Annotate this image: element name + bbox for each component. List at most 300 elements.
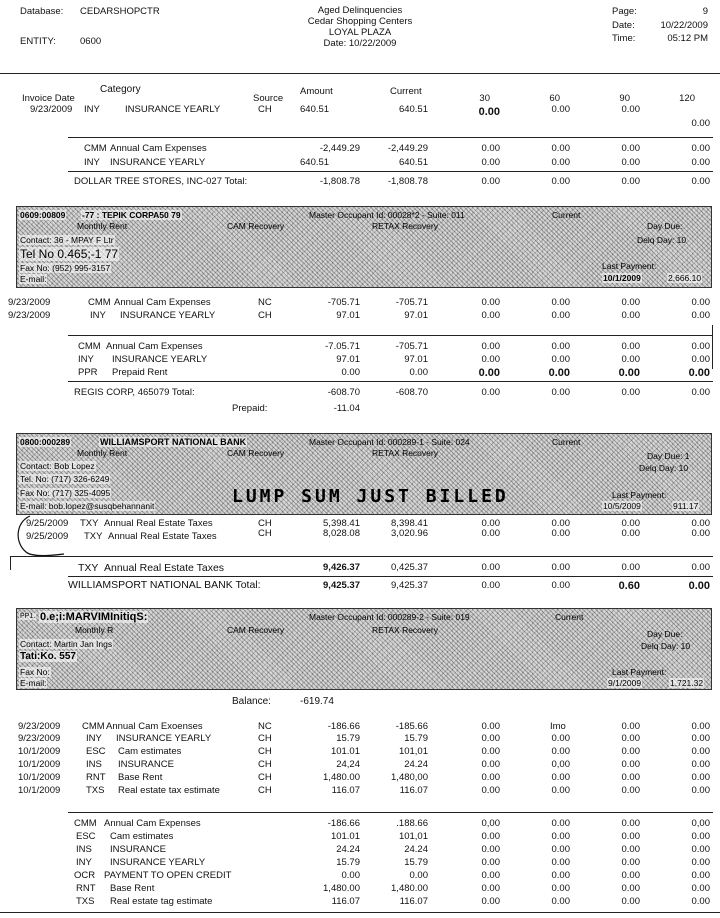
box1-current: Current: [552, 210, 581, 220]
prepaid-label: Prepaid:: [232, 403, 268, 414]
sec4-r1-current: -185.66: [395, 721, 428, 732]
sec2-s2-30: 0.00: [481, 354, 500, 365]
sec3-r1-current: 8,398.41: [391, 518, 428, 529]
col-60: 60: [549, 93, 560, 104]
sec1-total-rule: [68, 171, 713, 172]
sec1-s2-120: 0.00: [691, 157, 710, 168]
time-value: 05:12 PM: [667, 33, 708, 44]
sec1-total-amount: -1,808.78: [319, 176, 360, 187]
balance-value: -619.74: [300, 696, 334, 707]
sec2-s1-120: 0.00: [691, 341, 710, 352]
box3-fax: Fax No:: [20, 667, 50, 677]
sec2-s1-30: 0.00: [481, 341, 500, 352]
sec1-s2-code: INY: [84, 157, 100, 168]
sec4-s6-120: 0.00: [691, 883, 710, 894]
sec4-r3-code: ESC: [86, 746, 106, 757]
sec1-s2-60: 0.00: [551, 157, 570, 168]
sec4-s4-current: 15.79: [404, 857, 428, 868]
box3-delq: Delq Day: 10: [641, 641, 691, 651]
sec4-r3-src: CH: [258, 746, 272, 757]
sec3-r2-desc: Annual Real Estate Taxes: [108, 531, 217, 542]
sec4-s2-amount: 101.01: [330, 831, 360, 842]
sec4-s1-current: .188.66: [396, 818, 428, 829]
sec4-r2-60: 0.00: [551, 733, 570, 744]
sec2-s1-current: -705.71: [395, 341, 428, 352]
sec4-r6-amount: 116.07: [331, 785, 360, 796]
sec4-s6-60: 0.00: [551, 883, 570, 894]
box2-delq: Delq Day: 10: [639, 463, 689, 473]
sec3-total-60: 0.00: [551, 580, 570, 591]
sec2-s2-current: 97.01: [404, 354, 428, 365]
col-category: Category: [100, 84, 141, 95]
sec1-s1-desc: Annual Cam Expenses: [110, 143, 207, 154]
col-90: 90: [619, 93, 630, 104]
box1-day-due: Day Due:: [647, 221, 683, 231]
sec3-total-30: 0.00: [481, 580, 500, 591]
sec4-r5-code: RNT: [86, 772, 106, 783]
header-rule: [0, 73, 720, 74]
sec2-s2-code: INY: [78, 354, 94, 365]
sec4-r5-amount: 1,480.00: [323, 772, 360, 783]
sec4-r2-src: CH: [258, 733, 272, 744]
sec2-s3-90: 0.00: [618, 367, 640, 379]
sec3-s1-amount: 9,426.37: [323, 562, 360, 573]
sec4-r6-current: 116.07: [399, 785, 428, 796]
sec1-total-label: DOLLAR TREE STORES, INC-027 Total:: [74, 176, 248, 187]
sec4-r3-date: 10/1/2009: [18, 746, 61, 757]
sec2-total-60: 0.00: [551, 387, 570, 398]
sec2-r1-current: -705.71: [395, 297, 428, 308]
sec1-r1-120: 0.00: [691, 118, 710, 129]
sec4-s4-amount: 15.79: [336, 857, 360, 868]
sec4-s2-current: 101,01: [398, 831, 428, 842]
box3-retax: RETAX Recovery: [372, 625, 438, 635]
sec4-s3-current: 24.24: [404, 844, 428, 855]
sec1-s1-90: 0.00: [621, 143, 640, 154]
sec4-r1-60: Imo: [550, 721, 566, 732]
box1-last-payment: Last Payment:: [602, 261, 657, 271]
sec2-total-90: 0.00: [621, 387, 640, 398]
sec4-s4-desc: INSURANCE YEARLY: [110, 857, 206, 868]
sec2-total-current: -608.70: [395, 387, 428, 398]
sec2-s2-60: 0.00: [551, 354, 570, 365]
box3-last-amt: 1,721.32: [670, 678, 704, 688]
sec4-r3-current: 101,01: [398, 746, 428, 757]
sec4-s4-60: 0.00: [551, 857, 570, 868]
sec4-s4-30: 0.00: [481, 857, 500, 868]
database-value: CEDARSHOPCTR: [80, 6, 160, 17]
sec4-s7-60: 0.00: [551, 896, 570, 907]
box3-cam: CAM Recovery: [227, 625, 285, 635]
sec3-r2-src: CH: [258, 528, 272, 539]
sec2-s2-amount: 97.01: [336, 354, 360, 365]
sec4-r6-code: TXS: [86, 785, 105, 796]
sec4-r4-60: 0,00: [551, 759, 570, 770]
sec1-r1-src: CH: [258, 104, 272, 115]
sec4-s2-60: 0.00: [551, 831, 570, 842]
sec3-r1-60: 0.00: [551, 518, 570, 529]
sec4-r5-60: 0.00: [551, 772, 570, 783]
sec3-r2-amount: 8,028.08: [323, 528, 360, 539]
sec2-r1-date: 9/23/2009: [8, 297, 51, 308]
box2-last-amt: 911.17: [673, 501, 699, 511]
sec4-r4-code: INS: [86, 759, 102, 770]
sec4-r2-120: 0.00: [691, 733, 710, 744]
sec2-r1-90: 0.00: [621, 297, 640, 308]
col-30: 30: [479, 93, 490, 104]
box3-email: E-mail:: [20, 678, 47, 688]
entity-value: 0600: [80, 36, 102, 47]
sec4-s2-30: 0.00: [481, 831, 500, 842]
sec4-s6-90: 0.00: [621, 883, 640, 894]
sec4-r6-src: CH: [258, 785, 272, 796]
box3-rent: Monthly R: [75, 625, 114, 635]
company-name: Cedar Shopping Centers: [307, 16, 413, 27]
sec2-s3-desc: Prepaid Rent: [112, 367, 168, 378]
sec2-s3-60: 0.00: [548, 367, 570, 379]
sec2-s3-120: 0.00: [688, 367, 710, 379]
sec4-s3-90: 0.00: [621, 844, 640, 855]
sec1-s2-current: 640.51: [398, 157, 428, 168]
sec4-s4-90: 0.00: [621, 857, 640, 868]
box1-name: -77 : TEPIK CORPA50 79: [82, 210, 181, 220]
sec3-s1-120: 0.00: [691, 562, 710, 573]
sec4-s6-30: 0.00: [481, 883, 500, 894]
sec4-r5-current: 1,480,00: [391, 772, 428, 783]
prepaid-value: -11.04: [333, 403, 360, 414]
sec4-r1-src: NC: [258, 721, 272, 732]
sec3-s1-90: 0.00: [621, 562, 640, 573]
sec3-r2-30: 0.00: [481, 528, 500, 539]
sec1-s2-90: 0.00: [621, 157, 640, 168]
box1-tel: Tel No 0.465;-1 77: [20, 247, 119, 261]
sec4-s1-120: 0,00: [691, 818, 710, 829]
balance-label: Balance:: [232, 696, 271, 707]
sec4-r1-amount: -186.66: [327, 721, 360, 732]
sec4-r4-amount: 24,24: [336, 759, 360, 770]
box2-fax: Fax No: (717) 325-4095: [20, 488, 111, 498]
box2-name: WILLIAMSPORT NATIONAL BANK: [100, 437, 247, 447]
sec4-s2-desc: Cam estimates: [110, 831, 174, 842]
box2-id: 0800:000289: [20, 437, 71, 447]
sec2-r2-120: 0.00: [691, 310, 710, 321]
sec1-r1-60: 0.00: [551, 104, 570, 115]
sec3-r1-90: 0.00: [621, 518, 640, 529]
col-invoice-date: Invoice Date: [22, 93, 75, 104]
sec2-subtotal-rule: [68, 335, 713, 336]
sec2-r1-desc: Annual Cam Expenses: [114, 297, 211, 308]
sec3-r1-amount: 5,398.41: [323, 518, 360, 529]
time-label: Time:: [612, 33, 636, 44]
sec4-s7-current: 116.07: [399, 896, 428, 907]
sec4-r2-amount: 15.79: [336, 733, 360, 744]
sec1-r1-date: 9/23/2009: [30, 104, 73, 115]
box3-tel: Tati:Ko. 557: [20, 651, 76, 662]
sec4-s2-120: 0.00: [691, 831, 710, 842]
sec4-s5-amount: 0.00: [341, 870, 360, 881]
sec4-s5-30: 0.00: [481, 870, 500, 881]
sec1-s2-30: 0.00: [481, 157, 500, 168]
sec4-s5-120: 0.00: [691, 870, 710, 881]
sec4-r1-120: 0.00: [691, 721, 710, 732]
sec1-r1-amount: 640.51: [300, 104, 330, 115]
sec2-r2-code: INY: [90, 310, 106, 321]
sec4-r5-30: 0.00: [481, 772, 500, 783]
sec3-r2-90: 0.00: [621, 528, 640, 539]
sec4-r2-current: 15.79: [404, 733, 428, 744]
database-label: Database:: [20, 6, 64, 17]
sec3-s1-current: 0,425.37: [391, 562, 428, 573]
tenant-info-box-regis: [16, 206, 712, 288]
box2-cam: CAM Recovery: [227, 448, 285, 458]
sec4-r2-30: 0.00: [481, 733, 500, 744]
sec2-total-rule: [68, 381, 713, 382]
sec2-s1-60: 0.00: [551, 341, 570, 352]
sec2-s3-current: 0.00: [409, 367, 428, 378]
sec4-s3-60: 0.00: [551, 844, 570, 855]
sec2-s1-code: CMM: [78, 341, 101, 352]
sec4-r6-30: 0.00: [481, 785, 500, 796]
sec3-s1-code: TXY: [78, 562, 99, 574]
sec4-s3-30: 0.00: [481, 844, 500, 855]
sec4-r6-90: 0.00: [621, 785, 640, 796]
sec1-subtotal-rule: [68, 137, 713, 138]
sec4-r4-desc: INSURANCE: [118, 759, 174, 770]
margin-mark: [712, 325, 713, 369]
sec1-r1-30: 0.00: [478, 106, 500, 118]
sec1-r1-90: 0.00: [621, 104, 640, 115]
box1-delq: Delq Day: 10: [637, 235, 687, 245]
sec3-r1-code: TXY: [80, 518, 99, 529]
sec4-s7-30: 0.00: [481, 896, 500, 907]
sec4-s5-code: OCR: [74, 870, 96, 881]
sec2-total-amount: -608.70: [327, 387, 360, 398]
sec4-r3-30: 0.00: [481, 746, 500, 757]
sec2-total-120: 0.00: [691, 387, 710, 398]
box1-last-date: 10/1/2009: [603, 273, 641, 283]
sec2-r2-30: 0.00: [481, 310, 500, 321]
sec3-r2-60: 0.00: [551, 528, 570, 539]
sec3-s1-30: 0.00: [481, 562, 500, 573]
sec4-s3-code: INS: [76, 844, 92, 855]
sec4-s3-120: 0.00: [691, 844, 710, 855]
sec3-r1-src: CH: [258, 518, 272, 529]
sec4-r1-date: 9/23/2009: [18, 721, 61, 732]
sec4-s3-desc: INSURANCE: [110, 844, 166, 855]
sec3-total-current: 9,425.37: [391, 580, 428, 591]
sec1-s1-60: 0.00: [551, 143, 570, 154]
box3-last-date: 9/1/2009: [608, 678, 642, 688]
sec4-r5-90: 0.00: [621, 772, 640, 783]
sec3-total-rule: [68, 576, 713, 577]
sec4-s5-current: 0.00: [409, 870, 428, 881]
bottom-rule: [0, 912, 720, 913]
sec4-r1-desc: Annual Cam Exoenses: [106, 721, 203, 732]
sec4-r1-30: 0.00: [481, 721, 500, 732]
sec4-r5-desc: Base Rent: [118, 772, 163, 783]
sec4-r2-90: 0.00: [621, 733, 640, 744]
sec2-r1-30: 0.00: [481, 297, 500, 308]
sec2-s1-90: 0.00: [621, 341, 640, 352]
sec4-s1-30: 0,00: [481, 818, 500, 829]
sec4-s7-code: TXS: [76, 896, 95, 907]
sec2-s3-30: 0.00: [478, 367, 500, 379]
sec4-r4-date: 10/1/2009: [18, 759, 61, 770]
sec4-r3-60: 0.00: [551, 746, 570, 757]
sec2-r2-src: CH: [258, 310, 272, 321]
sec3-s1-desc: Annual Real Estate Taxes: [104, 562, 225, 574]
sec2-s2-desc: INSURANCE YEARLY: [112, 354, 208, 365]
box1-last-amt: 2,666.10: [668, 273, 702, 283]
sec4-r3-amount: 101.01: [330, 746, 360, 757]
sec3-total-120: 0.00: [688, 580, 710, 592]
sec3-total-label: WILLIAMSPORT NATIONAL BANK Total:: [68, 579, 261, 591]
sec1-r1-code: INY: [84, 104, 100, 115]
sec4-s3-amount: 24.24: [336, 844, 360, 855]
sec1-total-60: 0.00: [551, 176, 570, 187]
sec4-r6-desc: Real estate tax estimate: [118, 785, 220, 796]
sec4-s2-90: 0.00: [621, 831, 640, 842]
entity-label: ENTITY:: [20, 36, 56, 47]
sec3-r2-date: 9/25/2009: [26, 531, 69, 542]
date-value: 10/22/2009: [660, 20, 708, 31]
sec4-s4-code: INY: [76, 857, 92, 868]
sec4-r1-90: 0.00: [621, 721, 640, 732]
sec4-s6-amount: 1,480.00: [323, 883, 360, 894]
sec3-r2-current: 3,020.96: [391, 528, 428, 539]
sec4-r4-30: 0.00: [481, 759, 500, 770]
sec3-subtotal-rule: [10, 556, 713, 557]
sec3-total-90: 0.60: [618, 580, 640, 592]
sec1-s1-current: -2,449.29: [387, 143, 428, 154]
sec2-r2-amount: 97.01: [336, 310, 360, 321]
box3-contact: Contact: Martin Jan Ings: [20, 639, 113, 649]
sec4-s7-desc: Real estate tag estimate: [110, 896, 213, 907]
sec4-r4-90: 0.00: [621, 759, 640, 770]
box1-master: Master Occupant Id: 00028*2 - Suite: 011: [309, 210, 465, 220]
box1-contact: Contact: 36 - MPAY F Ltr: [20, 235, 114, 245]
sec4-s6-code: RNT: [76, 883, 96, 894]
col-amount: Amount: [300, 86, 333, 97]
sec3-s1-60: 0.00: [551, 562, 570, 573]
sec4-r3-90: 0.00: [621, 746, 640, 757]
sec3-total-amount: 9,425.37: [323, 580, 360, 591]
sec4-r5-date: 10/1/2009: [18, 772, 61, 783]
sec2-r1-120: 0.00: [691, 297, 710, 308]
box2-current: Current: [552, 437, 581, 447]
sec2-r1-src: NC: [258, 297, 272, 308]
sec1-s1-amount: -2,449.29: [319, 143, 360, 154]
sec2-s1-desc: Annual Cam Expenses: [106, 341, 203, 352]
sec3-r1-desc: Annual Real Estate Taxes: [104, 518, 213, 529]
date-label: Date:: [612, 20, 635, 31]
handwritten-note: LUMP SUM JUST BILLED: [232, 486, 509, 507]
tenant-info-box-marvim: [16, 608, 712, 690]
sec1-s1-30: 0.00: [481, 143, 500, 154]
sec4-r2-code: INY: [86, 733, 102, 744]
col-current: Current: [390, 86, 422, 97]
sec4-s5-60: 0.00: [551, 870, 570, 881]
sec2-s3-amount: 0.00: [341, 367, 360, 378]
sec4-s6-current: 1,480.00: [391, 883, 428, 894]
sec2-total-30: 0.00: [481, 387, 500, 398]
sec4-r6-60: 0.00: [551, 785, 570, 796]
box2-day-due: Day Due: 1: [647, 451, 690, 461]
box2-last-date: 10/5/2009: [603, 501, 641, 511]
sec2-r1-code: CMM: [88, 297, 111, 308]
box1-fax: Fax No: (952) 995-3157: [20, 263, 111, 273]
sec3-left-tick: [10, 556, 11, 570]
box2-master: Master Occupant Id: 000289-1 - Suite: 024: [309, 437, 470, 447]
sec3-r1-date: 9/25/2009: [26, 518, 69, 529]
sec4-r6-120: 0.00: [691, 785, 710, 796]
sec1-r1-current: 640.51: [398, 104, 428, 115]
sec2-r2-90: 0.00: [621, 310, 640, 321]
sec4-s1-60: 0.00: [551, 818, 570, 829]
box2-rent: Monthly Rent: [77, 448, 128, 458]
sec1-total-90: 0.00: [621, 176, 640, 187]
sec1-s2-desc: INSURANCE YEARLY: [110, 157, 206, 168]
page-label: Page:: [612, 6, 637, 17]
page-value: 9: [702, 6, 708, 17]
box1-rent: Monthly Rent: [77, 221, 128, 231]
sec1-s2-amount: 640.51: [300, 157, 330, 168]
col-120: 120: [679, 93, 695, 104]
sec4-r5-120: 0.00: [691, 772, 710, 783]
box1-retax: RETAX Recovery: [372, 221, 438, 231]
sec1-s1-120: 0.00: [691, 143, 710, 154]
sec4-s7-amount: 116.07: [331, 896, 360, 907]
sec4-r5-src: CH: [258, 772, 272, 783]
sec2-s1-amount: -7.05.71: [325, 341, 360, 352]
report-date-line: Date: 10/22/2009: [323, 38, 397, 49]
sec4-s1-amount: -186.66: [327, 818, 360, 829]
sec4-r1-code: CMM: [82, 721, 105, 732]
box2-tel: Tel. No: (717) 326-6249: [20, 474, 110, 484]
box2-email: E-mail: bob.lopez@susqbehannanit: [20, 501, 155, 511]
sec2-r2-60: 0.00: [551, 310, 570, 321]
sec3-r2-120: 0.00: [691, 528, 710, 539]
box3-name: 0.e;i:MARVIMInitiqS:: [40, 611, 148, 623]
sec4-s1-code: CMM: [74, 818, 97, 829]
report-title: Aged Delinquencies: [317, 5, 403, 16]
box2-contact: Contact: Bob Lopez: [20, 461, 95, 471]
sec2-r2-date: 9/23/2009: [8, 310, 51, 321]
sec4-r4-current: 24.24: [404, 759, 428, 770]
sec2-total-label: REGIS CORP, 465079 Total:: [74, 387, 195, 398]
sec4-s2-code: ESC: [76, 831, 96, 842]
sec4-r3-desc: Cam estimates: [118, 746, 182, 757]
sec1-total-30: 0.00: [481, 176, 500, 187]
sec2-s3-code: PPR: [78, 367, 98, 378]
sec1-r1-desc: INSURANCE YEARLY: [125, 104, 221, 115]
sec1-total-current: -1,808.78: [387, 176, 428, 187]
sec2-s2-120: 0.00: [691, 354, 710, 365]
sec4-s4-120: 0.00: [691, 857, 710, 868]
sec4-s1-desc: Annual Cam Expenses: [104, 818, 201, 829]
sec4-r2-desc: INSURANCE YEARLY: [116, 733, 212, 744]
sec4-s7-90: 0.00: [621, 896, 640, 907]
sec4-s1-90: 0.00: [621, 818, 640, 829]
sec2-r1-amount: -705.71: [327, 297, 360, 308]
sec4-r3-120: 0.00: [691, 746, 710, 757]
box3-current: Current: [555, 612, 584, 622]
sec1-s1-code: CMM: [84, 143, 107, 154]
box3-master: Master Occupant Id: 000289-2 - Suite: 019: [309, 612, 470, 622]
sec2-s2-90: 0.00: [621, 354, 640, 365]
sec3-r1-120: 0.00: [691, 518, 710, 529]
sec4-s7-120: 0.00: [691, 896, 710, 907]
